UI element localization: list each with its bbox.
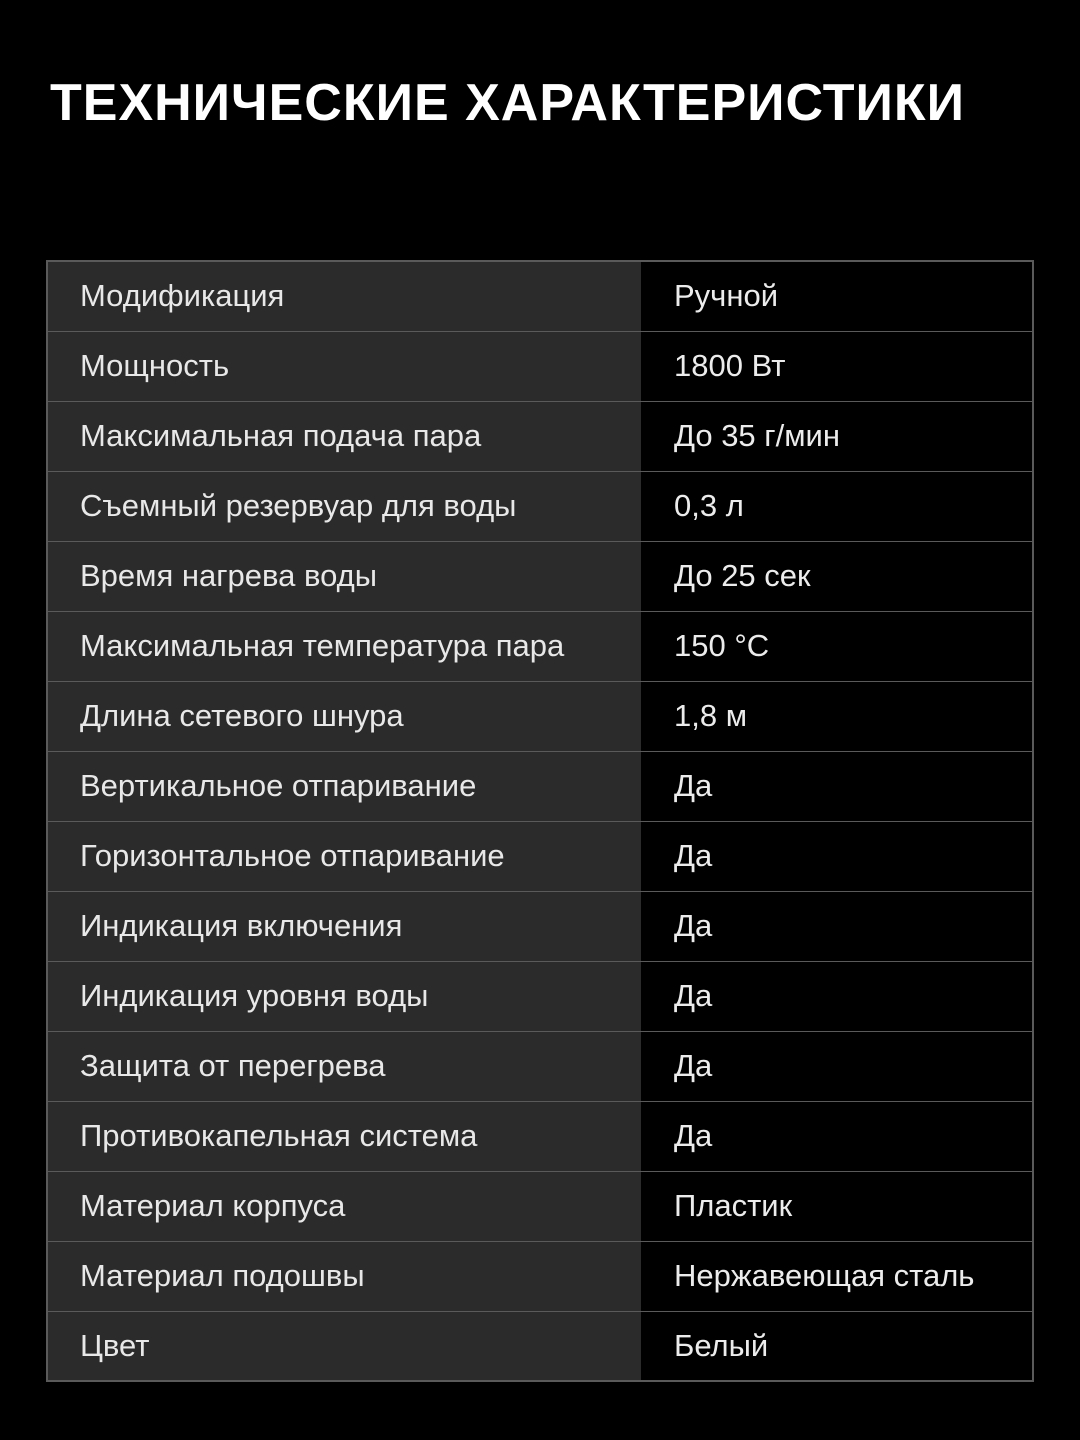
spec-label: Мощность	[47, 331, 641, 401]
spec-value: До 25 сек	[641, 541, 1033, 611]
spec-value: Белый	[641, 1311, 1033, 1381]
spec-value: Нержавеющая сталь	[641, 1241, 1033, 1311]
spec-value: Да	[641, 961, 1033, 1031]
table-row	[47, 891, 1033, 961]
spec-label: Вертикальное отпаривание	[47, 751, 641, 821]
spec-label: Материал корпуса	[47, 1171, 641, 1241]
spec-label: Индикация уровня воды	[47, 961, 641, 1031]
table-row	[47, 681, 1033, 751]
spec-label: Цвет	[47, 1311, 641, 1381]
spec-value: Да	[641, 1101, 1033, 1171]
table-row	[47, 1241, 1033, 1311]
spec-value: 1,8 м	[641, 681, 1033, 751]
spec-value: Да	[641, 1031, 1033, 1101]
spec-value: 0,3 л	[641, 471, 1033, 541]
spec-label: Время нагрева воды	[47, 541, 641, 611]
table-row	[47, 261, 1033, 331]
table-row	[47, 821, 1033, 891]
spec-value: Да	[641, 751, 1033, 821]
table-row	[47, 1171, 1033, 1241]
table-row	[47, 471, 1033, 541]
spec-label: Противокапельная система	[47, 1101, 641, 1171]
spec-value: 150 °С	[641, 611, 1033, 681]
table-row	[47, 1031, 1033, 1101]
spec-label: Индикация включения	[47, 891, 641, 961]
spec-value: Да	[641, 821, 1033, 891]
spec-value: До 35 г/мин	[641, 401, 1033, 471]
spec-label: Материал подошвы	[47, 1241, 641, 1311]
specifications-table	[46, 260, 1034, 1382]
table-row	[47, 541, 1033, 611]
table-row	[47, 961, 1033, 1031]
spec-label: Длина сетевого шнура	[47, 681, 641, 751]
spec-value: Пластик	[641, 1171, 1033, 1241]
spec-label: Максимальная подача пара	[47, 401, 641, 471]
spec-value: 1800 Вт	[641, 331, 1033, 401]
spec-label: Съемный резервуар для воды	[47, 471, 641, 541]
spec-label: Модификация	[47, 261, 641, 331]
spec-value: Ручной	[641, 261, 1033, 331]
table-row	[47, 611, 1033, 681]
page-title: ТЕХНИЧЕСКИЕ ХАРАКТЕРИСТИКИ	[50, 74, 966, 132]
spec-label: Максимальная температура пара	[47, 611, 641, 681]
table-row	[47, 1101, 1033, 1171]
spec-label: Горизонтальное отпаривание	[47, 821, 641, 891]
table-row	[47, 401, 1033, 471]
table-row	[47, 331, 1033, 401]
spec-label: Защита от перегрева	[47, 1031, 641, 1101]
spec-value: Да	[641, 891, 1033, 961]
table-row	[47, 1311, 1033, 1381]
table-row	[47, 751, 1033, 821]
